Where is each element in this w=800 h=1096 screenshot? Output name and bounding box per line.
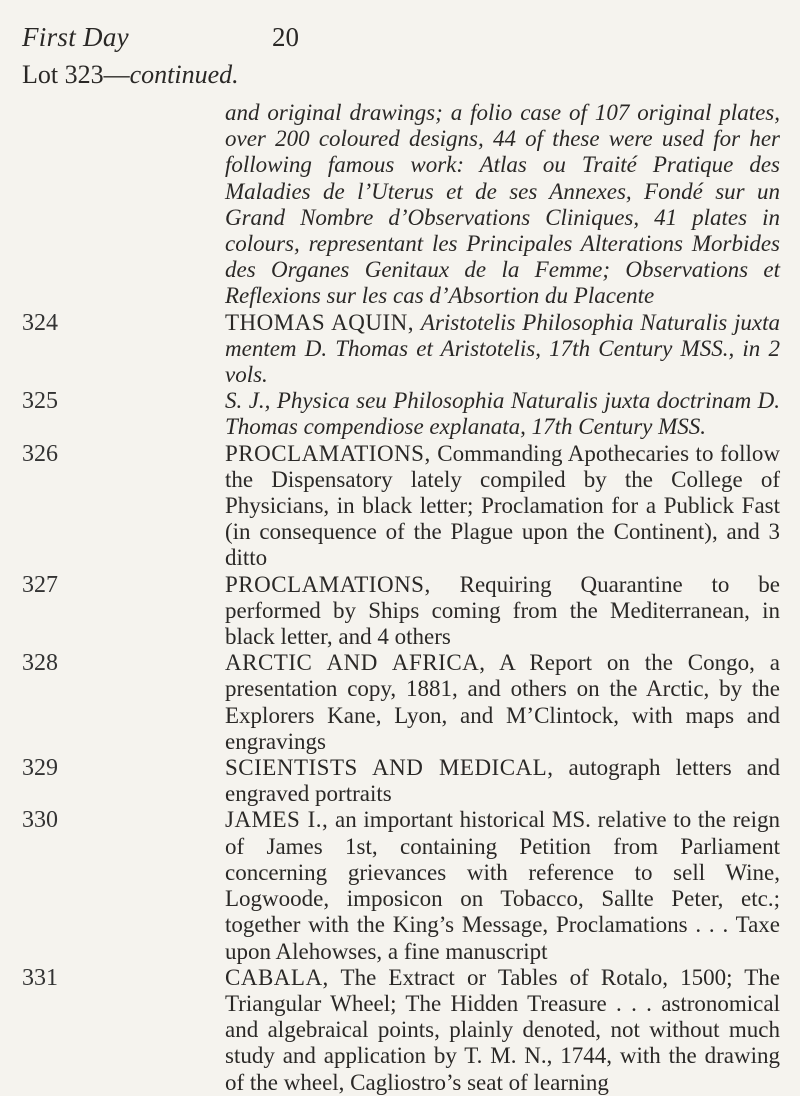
lot-head: SCIENTISTS AND MEDICAL,: [225, 755, 554, 781]
lot-rest: A Report on the Congo, a presentation copy, 1881, and others on the Arctic, by the Explorers Kane, Lyon, and M’Clintock, with maps and engravings: [225, 650, 781, 754]
lot-listing: [0, 100, 800, 1096]
lot-description: [225, 441, 780, 572]
lot-head: CABALA,: [225, 964, 329, 990]
lot-head: THOMAS AQUIN,: [225, 309, 415, 335]
lot-head: ARCTIC AND AFRICA,: [225, 650, 486, 676]
running-head: [22, 22, 782, 58]
lot-heading-continued: continued.: [129, 60, 239, 89]
lot-entry-328: [0, 650, 800, 755]
lot-entry-324: [0, 310, 800, 389]
lot-continuation-heading: [22, 60, 239, 90]
lot-head: JAMES I.,: [225, 807, 329, 833]
lot-rest: Requiring Quarantine to be performed by Ships coming from the Mediterranean, in black letter, and 4 others: [225, 571, 780, 650]
lot-description: [225, 572, 780, 651]
lot-rest: Commanding Apothecaries to follow the Dispensatory lately compiled by the College of Physicians, in black letter; Proclamation for a Publick Fast (in consequence of the Plague upon the Continent), and 3 ditto: [225, 440, 780, 571]
running-head-title: First Day: [22, 22, 129, 52]
lot-entry-325: [0, 388, 800, 440]
lot-number: 327: [22, 571, 58, 598]
lot-rest: autograph letters and engraved portraits: [225, 755, 781, 807]
lot-entry-331: [0, 965, 800, 1096]
lot-rest: an important historical MS. relative to the reign of James 1st, containing Petition from Parliament concerning grievances with reference to sell Wine, Logwoode, imposicon on Tobacco, Sallte Peter, etc.; together with the King’s Message, Proclamations . . . Taxe upon Alehowses, a fine manuscript: [225, 807, 781, 964]
lot-description: [225, 388, 780, 440]
lot-number: 330: [22, 807, 58, 834]
lot-number: 325: [22, 388, 58, 415]
continuation-entry: [0, 100, 800, 310]
lot-description: [225, 807, 780, 964]
lot-head: S. J., Physica seu Philosophia Naturalis juxta doctrinam D. Thomas compendiose explanata, 17th Century MSS.: [225, 388, 780, 440]
lot-number: 324: [22, 309, 58, 336]
page-number: 20: [272, 22, 299, 52]
lot-entry-326: [0, 441, 800, 572]
lot-heading-prefix: Lot 323—: [22, 60, 130, 89]
lot-entry-327: [0, 572, 800, 651]
lot-head: PROCLAMATIONS,: [225, 571, 431, 597]
lot-description: [225, 965, 780, 1096]
lot-description: [225, 755, 780, 807]
lot-rest: Aristotelis Philosophia Naturalis juxta mentem D. Thomas et Aristotelis, 17th Century MSS., in 2 vols.: [225, 309, 781, 388]
lot-description: [225, 310, 780, 389]
lot-head: PROCLAMATIONS,: [225, 440, 431, 466]
lot-number: 329: [22, 755, 58, 782]
lot-entry-330: [0, 807, 800, 964]
lot-number: 328: [22, 650, 58, 677]
lot-description: [225, 650, 780, 755]
lot-entry-329: [0, 755, 800, 807]
lot-number: 326: [22, 440, 58, 467]
lot-number: 331: [22, 964, 58, 991]
continuation-text: and original drawings; a folio case of 107 original plates, over 200 coloured designs, 44 of these were used for her following famous work: Atlas ou Traité Pratique des Maladies de l’Uterus et de ses Annexes, Fondé sur un Grand Nombre d’Observations Cliniques, 41 plates in colours, representant les Principales Alterations Morbides des Organes Genitaux de la Femme; Observations et Reflexions sur les cas d’Absortion du Placente: [225, 100, 780, 309]
lot-rest: The Extract or Tables of Rotalo, 1500; The Triangular Wheel; The Hidden Treasure . . . astronomical and algebraical points, plainly denoted, not without much study and application by T. M. N., 1744, with the drawing of the wheel, Cagliostro’s seat of learning: [225, 964, 780, 1095]
